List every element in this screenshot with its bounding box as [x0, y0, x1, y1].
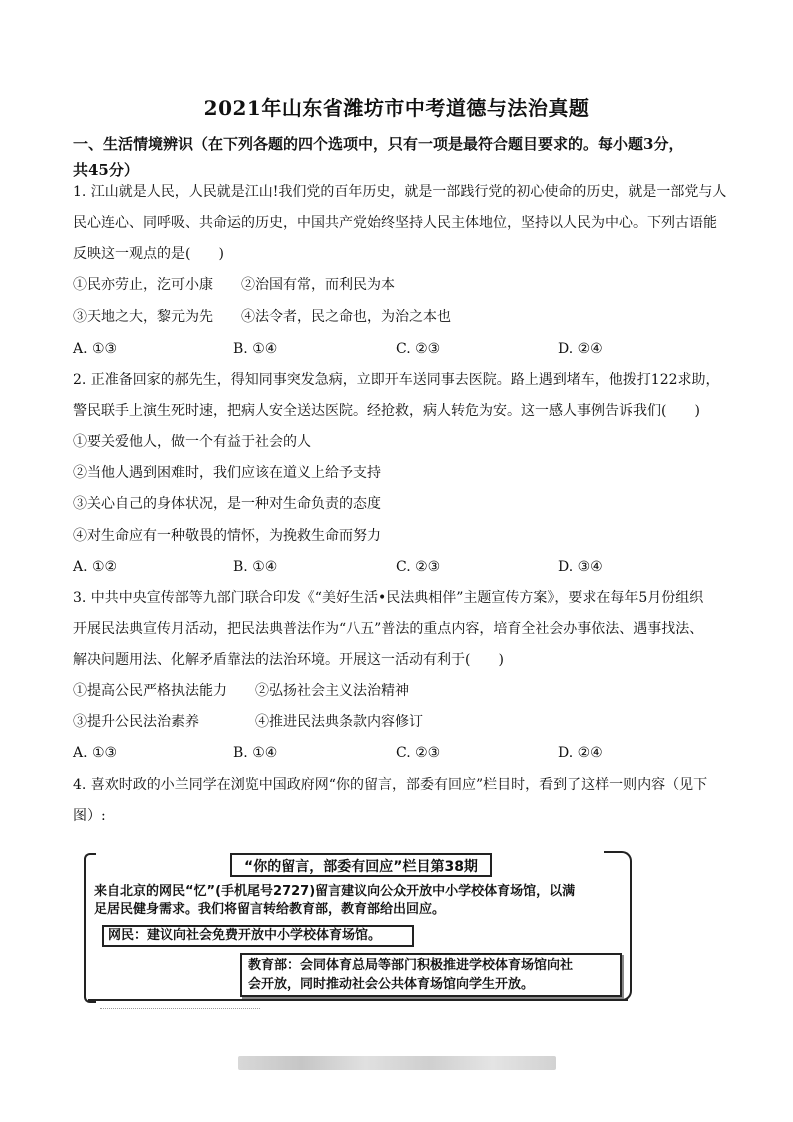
q3-items-line2: ③提升公民法治素养 ④推进民法典条款内容修订: [73, 714, 423, 730]
q1-stem-line1: 1. 江山就是人民，人民就是江山!我们党的百年历史，就是一部践行党的初心使命的历史，就是一部党与人: [73, 184, 727, 200]
q1-option-c[interactable]: C. ②③: [396, 341, 441, 357]
figure-frame-left: [84, 853, 96, 1003]
message-board-figure: [82, 845, 634, 1005]
q3-stem-line2: 开展民法典宣传月活动，把民法典普法作为“八五”普法的重点内容，培育全社会办事依法、遇事找法、: [73, 621, 704, 637]
figure-body-line2: 足居民健身需求。我们将留言转给教育部，教育部给出回应。: [94, 902, 446, 917]
q2-item-3: ③关心自己的身体状况，是一种对生命负责的态度: [73, 496, 381, 512]
q1-items-line1: ①民亦劳止，汔可小康 ②治国有常，而利民为本: [73, 277, 395, 293]
figure-ministry-line1: 教育部：会同体育总局等部门积极推进学校体育场馆向社: [248, 958, 574, 973]
figure-ministry-box: [240, 953, 622, 997]
q1-stem-line2: 民心连心、同呼吸、共命运的历史，中国共产党始终坚持人民主体地位，坚持以人民为中心。下列古语能: [73, 215, 717, 231]
q3-option-d[interactable]: D. ②④: [558, 745, 603, 761]
q1-stem-line3: 反映这一观点的是( ): [73, 246, 224, 262]
q3-items-line1: ①提高公民严格执法能力 ②弘扬社会主义法治精神: [73, 683, 409, 699]
blurred-footer-watermark: [238, 1056, 556, 1070]
q4-stem-line1: 4. 喜欢时政的小兰同学在浏览中国政府网“你的留言，部委有回应”栏目时，看到了这样一则内容（见下: [73, 777, 708, 793]
q3-option-c[interactable]: C. ②③: [396, 745, 441, 761]
section-heading: [73, 131, 733, 183]
q2-option-c[interactable]: C. ②③: [396, 559, 441, 575]
q2-item-4: ④对生命应有一种敬畏的情怀，为挽救生命而努力: [73, 528, 381, 544]
figure-netizen-box: 网民：建议向社会免费开放中小学校体育场馆。: [102, 925, 414, 947]
q2-option-b[interactable]: B. ①④: [233, 559, 278, 575]
figure-header: “你的留言，部委有回应”栏目第38期: [230, 853, 492, 877]
section-heading-line1: 一、生活情境辨识（在下列各题的四个选项中，只有一项是最符合题目要求的。每小题3分，: [73, 135, 684, 153]
q3-option-b[interactable]: B. ①④: [233, 745, 278, 761]
q1-option-a[interactable]: A. ①③: [73, 341, 118, 357]
q1-items-line2: ③天地之大，黎元为先 ④法令者，民之命也，为治之本也: [73, 309, 451, 325]
figure-frame-bottom: [88, 999, 628, 1001]
q2-option-d[interactable]: D. ③④: [558, 559, 603, 575]
q4-stem-line2: 图）:: [73, 808, 106, 824]
q2-stem-line1: 2. 正准备回家的郝先生，得知同事突发急病，立即开车送同事去医院。路上遇到堵车，他拨打122求助，: [73, 372, 720, 388]
q1-option-d[interactable]: D. ②④: [558, 341, 603, 357]
q2-item-2: ②当他人遇到困难时，我们应该在道义上给予支持: [73, 465, 381, 481]
figure-body-line1: 来自北京的网民“忆”(手机尾号2727)留言建议向公众开放中小学校体育场馆，以满: [94, 884, 576, 899]
figure-body: [94, 883, 614, 919]
q2-item-1: ①要关爱他人，做一个有益于社会的人: [73, 434, 311, 450]
q1-option-b[interactable]: B. ①④: [233, 341, 278, 357]
q3-stem-line3: 解决问题用法、化解矛盾靠法的法治环境。开展这一活动有利于( ): [73, 652, 504, 668]
section-heading-line2: 共45分）: [73, 161, 139, 179]
q2-option-a[interactable]: A. ①②: [73, 559, 118, 575]
q2-stem-line2: 警民联手上演生死时速，把病人安全送达医院。经抢救，病人转危为安。这一感人事例告诉我们( ): [73, 403, 700, 419]
figure-ministry-line2: 会开放，同时推动社会公共体育场馆向学生开放。: [248, 977, 535, 992]
cropped-text-fragment: [100, 1008, 260, 1015]
q3-stem-line1: 3. 中共中央宣传部等九部门联合印发《“美好生活•民法典相伴”主题宣传方案》，要求在每年5月份组织: [73, 590, 704, 606]
q3-option-a[interactable]: A. ①③: [73, 745, 118, 761]
page-title: 2021年山东省潍坊市中考道德与法治真题: [203, 96, 590, 120]
